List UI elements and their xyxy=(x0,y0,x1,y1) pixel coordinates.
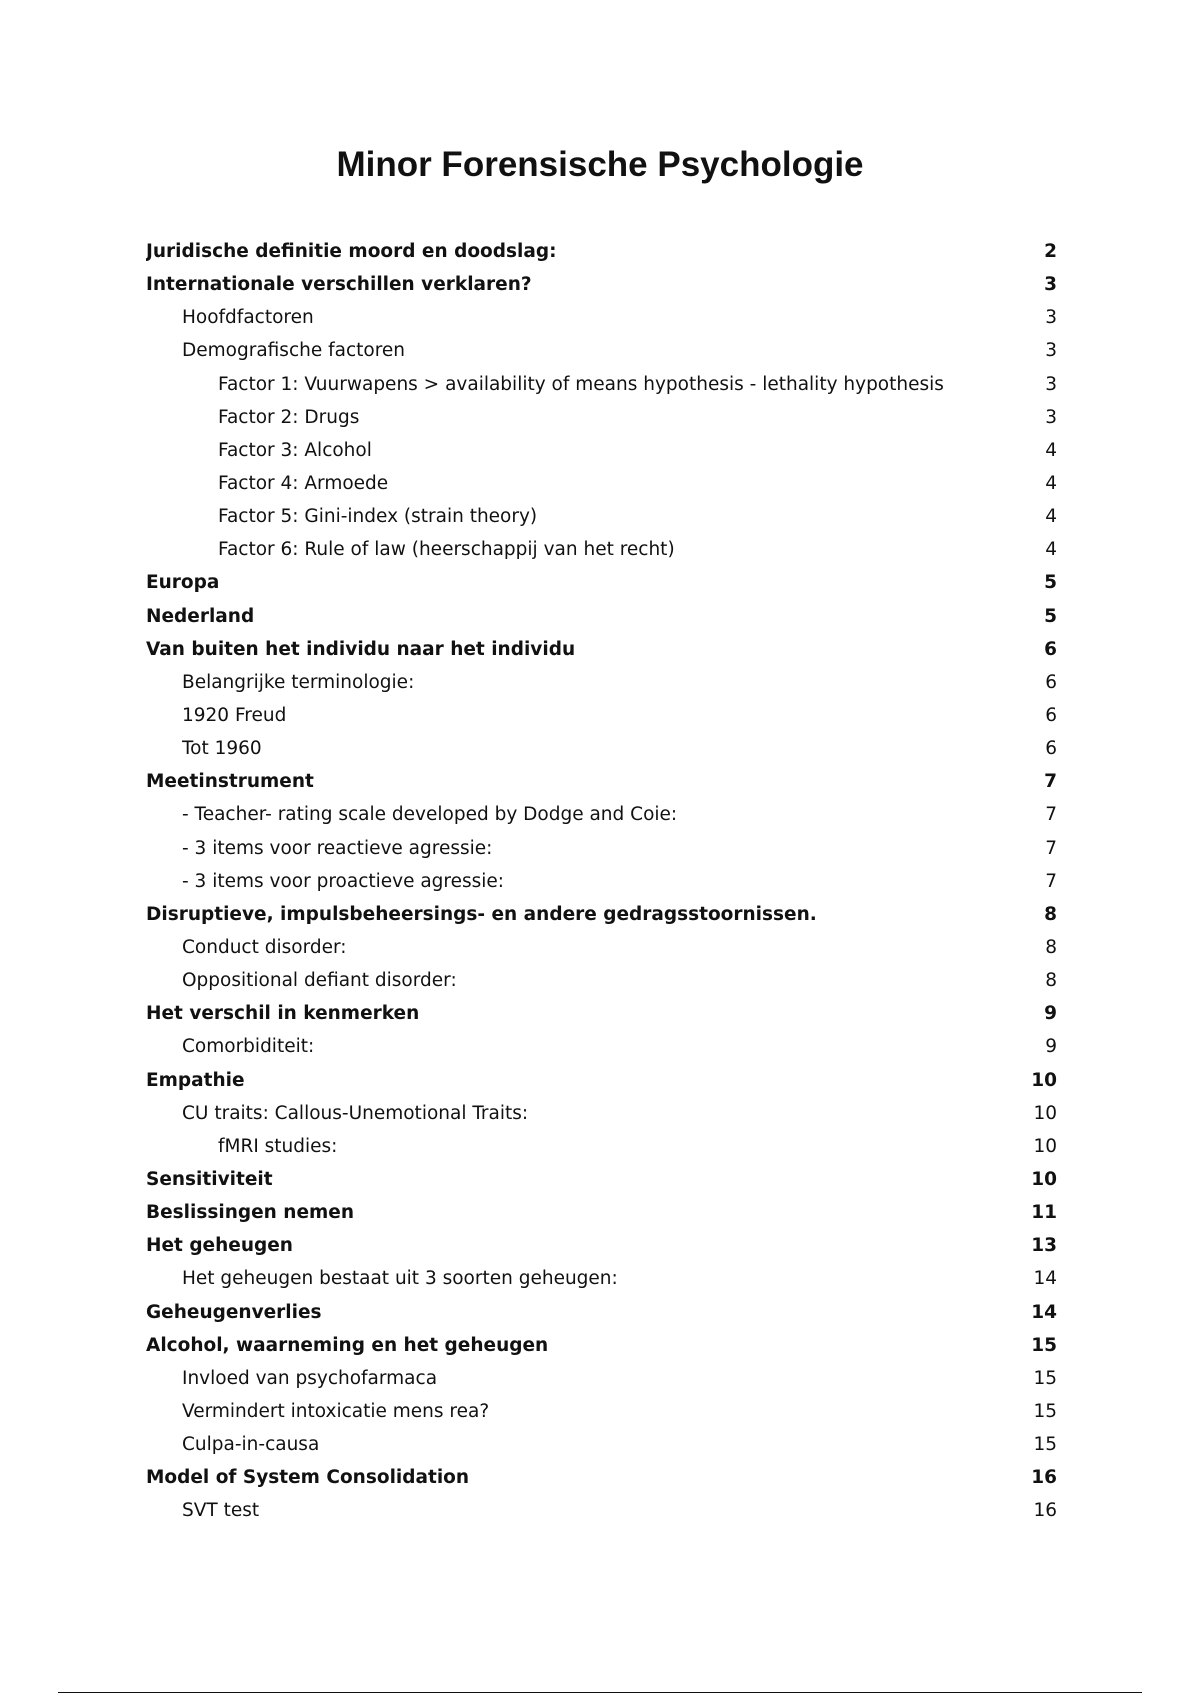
toc-entry-label: Juridische definitie moord en doodslag: xyxy=(146,241,557,263)
toc-entry-page-number: 15 xyxy=(1031,1334,1057,1356)
toc-entry[interactable] xyxy=(146,765,1057,798)
toc-entry-page-number: 15 xyxy=(1033,1367,1057,1389)
toc-entry[interactable] xyxy=(146,1395,1057,1428)
toc-entry-label: Het verschil in kenmerken xyxy=(146,1003,420,1025)
toc-entry-page-number: 4 xyxy=(1045,539,1057,561)
toc-entry[interactable] xyxy=(146,368,1057,401)
toc-entry-label: Factor 4: Armoede xyxy=(218,473,389,495)
toc-entry-page-number: 4 xyxy=(1045,506,1057,528)
toc-entry-page-number: 16 xyxy=(1031,1467,1057,1489)
toc-entry[interactable] xyxy=(146,301,1057,334)
toc-entry[interactable] xyxy=(146,334,1057,367)
toc-entry-label: Het geheugen xyxy=(146,1235,293,1257)
toc-entry-label: Van buiten het individu naar het individu xyxy=(146,638,576,660)
toc-entry[interactable] xyxy=(146,1196,1057,1229)
toc-entry-label: 1920 Freud xyxy=(182,705,287,727)
toc-entry[interactable] xyxy=(146,434,1057,467)
toc-entry-page-number: 9 xyxy=(1044,1003,1057,1025)
toc-entry-page-number: 3 xyxy=(1044,274,1057,296)
toc-entry-label: Comorbiditeit: xyxy=(182,1036,315,1058)
toc-entry-label: Factor 6: Rule of law (heerschappij van het recht) xyxy=(218,539,675,561)
toc-entry[interactable] xyxy=(146,467,1057,500)
toc-entry[interactable] xyxy=(146,533,1057,566)
toc-entry-label: CU traits: Callous-Unemotional Traits: xyxy=(182,1102,529,1124)
toc-entry[interactable] xyxy=(146,1494,1057,1527)
toc-entry-label: Model of System Consolidation xyxy=(146,1467,470,1489)
toc-entry-page-number: 14 xyxy=(1033,1268,1057,1290)
toc-entry[interactable] xyxy=(146,1229,1057,1262)
toc-entry-page-number: 13 xyxy=(1031,1235,1057,1257)
toc-entry-page-number: 5 xyxy=(1044,572,1057,594)
toc-entry-page-number: 8 xyxy=(1044,903,1057,925)
toc-entry-label: Demografische factoren xyxy=(182,340,406,362)
toc-entry-page-number: 4 xyxy=(1045,473,1057,495)
toc-entry-label: Oppositional defiant disorder: xyxy=(182,970,457,992)
toc-entry[interactable] xyxy=(146,1296,1057,1329)
toc-entry[interactable] xyxy=(146,633,1057,666)
toc-entry-label: Factor 1: Vuurwapens > availability of means hypothesis - lethality hypothesis xyxy=(218,373,944,395)
toc-entry-page-number: 16 xyxy=(1033,1500,1057,1522)
toc-entry-label: fMRI studies: xyxy=(218,1135,338,1157)
toc-entry-label: Empathie xyxy=(146,1069,245,1091)
toc-entry-label: Tot 1960 xyxy=(182,738,262,760)
toc-entry-label: Internationale verschillen verklaren? xyxy=(146,274,532,296)
toc-entry-label: Disruptieve, impulsbeheersings- en andere gedragsstoornissen. xyxy=(146,903,817,925)
toc-entry-page-number: 10 xyxy=(1033,1102,1057,1124)
toc-entry-label: - 3 items voor proactieve agressie: xyxy=(182,870,505,892)
toc-entry-page-number: 4 xyxy=(1045,439,1057,461)
toc-entry-page-number: 7 xyxy=(1044,771,1057,793)
toc-entry-label: Nederland xyxy=(146,605,255,627)
toc-entry-page-number: 8 xyxy=(1045,970,1057,992)
toc-entry[interactable] xyxy=(146,1130,1057,1163)
toc-entry[interactable] xyxy=(146,566,1057,599)
toc-entry-page-number: 9 xyxy=(1045,1036,1057,1058)
toc-entry[interactable] xyxy=(146,931,1057,964)
toc-entry-page-number: 7 xyxy=(1045,804,1057,826)
toc-entry-page-number: 10 xyxy=(1031,1169,1057,1190)
toc-entry-page-number: 11 xyxy=(1031,1202,1057,1224)
toc-entry-page-number: 3 xyxy=(1045,307,1057,329)
toc-entry-label: Geheugenverlies xyxy=(146,1301,322,1323)
toc-entry[interactable] xyxy=(146,798,1057,831)
toc-entry[interactable] xyxy=(146,600,1057,633)
toc-entry[interactable] xyxy=(146,500,1057,533)
toc-entry[interactable] xyxy=(146,1262,1057,1295)
toc-entry[interactable] xyxy=(146,666,1057,699)
toc-entry[interactable] xyxy=(146,1461,1057,1494)
toc-entry-page-number: 3 xyxy=(1045,373,1057,395)
toc-entry-label: Factor 5: Gini-index (strain theory) xyxy=(218,506,538,528)
table-of-contents xyxy=(146,235,1057,1527)
toc-entry-label: SVT test xyxy=(182,1500,260,1522)
toc-entry-page-number: 10 xyxy=(1033,1135,1057,1157)
toc-entry-page-number: 6 xyxy=(1044,638,1057,660)
toc-entry-label: Invloed van psychofarmaca xyxy=(182,1367,438,1389)
toc-entry[interactable] xyxy=(146,997,1057,1030)
toc-entry[interactable] xyxy=(146,1064,1057,1097)
toc-entry-label: Alcohol, waarneming en het geheugen xyxy=(146,1334,549,1356)
toc-entry[interactable] xyxy=(146,832,1057,865)
toc-entry[interactable] xyxy=(146,1030,1057,1063)
toc-entry-page-number: 5 xyxy=(1044,605,1057,627)
toc-entry[interactable] xyxy=(146,964,1057,997)
toc-entry-page-number: 8 xyxy=(1045,937,1057,959)
toc-entry-page-number: 15 xyxy=(1033,1434,1057,1456)
toc-entry[interactable] xyxy=(146,1329,1057,1362)
toc-entry-page-number: 3 xyxy=(1045,406,1057,428)
toc-entry[interactable] xyxy=(146,1163,1057,1196)
toc-entry-label: Factor 3: Alcohol xyxy=(218,439,372,461)
toc-entry[interactable] xyxy=(146,1097,1057,1130)
toc-entry-label: Belangrijke terminologie: xyxy=(182,671,415,693)
toc-entry-page-number: 6 xyxy=(1045,705,1057,727)
toc-entry[interactable] xyxy=(146,1362,1057,1395)
toc-entry-label: Vermindert intoxicatie mens rea? xyxy=(182,1400,490,1422)
toc-entry-page-number: 7 xyxy=(1045,870,1057,892)
toc-entry[interactable] xyxy=(146,1428,1057,1461)
toc-entry[interactable] xyxy=(146,732,1057,765)
toc-entry-page-number: 6 xyxy=(1045,738,1057,760)
toc-entry[interactable] xyxy=(146,401,1057,434)
toc-entry[interactable] xyxy=(146,268,1057,301)
toc-entry-label: Meetinstrument xyxy=(146,771,314,793)
toc-entry[interactable] xyxy=(146,699,1057,732)
toc-entry-page-number: 14 xyxy=(1031,1301,1057,1323)
toc-entry[interactable] xyxy=(146,865,1057,898)
toc-entry-label: Het geheugen bestaat uit 3 soorten geheugen: xyxy=(182,1268,618,1290)
toc-entry-label: Culpa-in-causa xyxy=(182,1434,320,1456)
toc-entry-label: Hoofdfactoren xyxy=(182,307,314,329)
toc-entry-page-number: 7 xyxy=(1045,837,1057,859)
toc-entry-label: - 3 items voor reactieve agressie: xyxy=(182,837,493,859)
toc-entry-label: Conduct disorder: xyxy=(182,937,347,959)
toc-entry-page-number: 2 xyxy=(1044,241,1057,263)
toc-entry-page-number: 15 xyxy=(1033,1400,1057,1422)
toc-entry-label: Beslissingen nemen xyxy=(146,1202,354,1224)
toc-entry[interactable] xyxy=(146,235,1057,268)
toc-entry-label: Sensitiviteit xyxy=(146,1169,273,1190)
toc-entry-page-number: 10 xyxy=(1031,1069,1057,1091)
toc-entry-label: - Teacher- rating scale developed by Dodge and Coie: xyxy=(182,804,678,826)
toc-entry-label: Factor 2: Drugs xyxy=(218,406,360,428)
toc-entry-page-number: 6 xyxy=(1045,671,1057,693)
toc-entry[interactable] xyxy=(146,898,1057,931)
toc-entry-label: Europa xyxy=(146,572,220,594)
footer-divider xyxy=(58,1692,1142,1693)
toc-entry-page-number: 3 xyxy=(1045,340,1057,362)
page-title: Minor Forensische Psychologie xyxy=(336,145,864,184)
